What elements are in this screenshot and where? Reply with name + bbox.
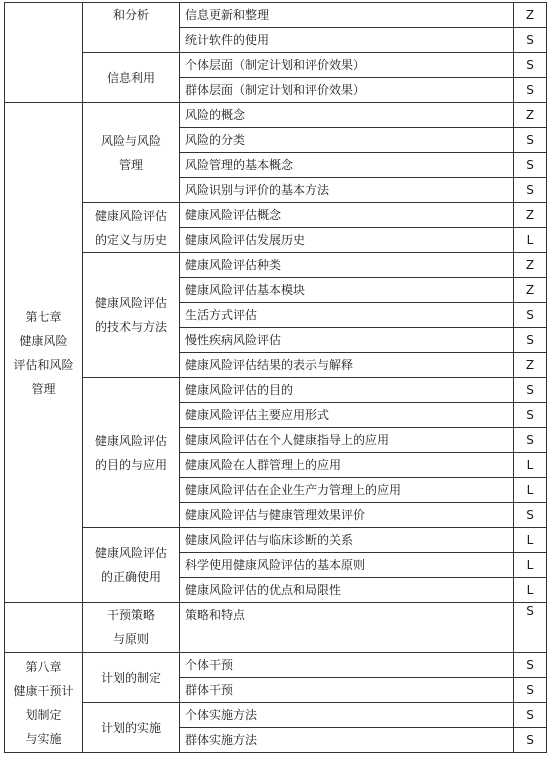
section-cell	[83, 103, 180, 203]
table-row	[5, 703, 547, 728]
topic-cell: 个体干预	[180, 653, 514, 678]
topic-cell: 健康风险评估发展历史	[180, 228, 514, 253]
section-label: 干预策略	[106, 608, 155, 622]
level-cell: S	[514, 28, 547, 53]
level-cell: L	[514, 578, 547, 603]
topic-cell: 健康风险评估在企业生产力管理上的应用	[180, 478, 514, 503]
section-label: 计划的制定	[100, 670, 161, 685]
level-cell: S	[514, 378, 547, 403]
chapter-cell-empty	[5, 3, 83, 103]
chapter-label: 第七章	[25, 309, 62, 324]
chapter-label: 管理	[31, 381, 56, 396]
level-cell: L	[514, 528, 547, 553]
table-row	[5, 203, 547, 228]
level-cell: Z	[514, 103, 547, 128]
chapter-cell	[5, 103, 83, 603]
section-cell	[83, 203, 180, 253]
section-label: 的目的与应用	[94, 457, 167, 472]
section-cell	[83, 253, 180, 378]
section-label: 的正确使用	[100, 570, 161, 584]
table-row	[5, 103, 547, 128]
level-cell: S	[514, 328, 547, 353]
section-cell	[83, 3, 180, 53]
level-cell: S	[514, 78, 547, 103]
section-cell	[83, 378, 180, 528]
topic-cell: 健康风险评估主要应用形式	[180, 403, 514, 428]
level-cell: L	[514, 228, 547, 253]
level-cell: Z	[514, 353, 547, 378]
level-cell: L	[514, 453, 547, 478]
topic-cell: 群体层面（制定计划和评价效果）	[180, 78, 514, 103]
section-label: 与原则	[112, 632, 149, 646]
level-cell: Z	[514, 278, 547, 303]
topic-cell: 信息更新和整理	[180, 3, 514, 28]
topic-cell: 风险的分类	[180, 128, 514, 153]
table-row	[5, 653, 547, 678]
level-cell: S	[514, 728, 547, 753]
topic-cell: 健康风险在人群管理上的应用	[180, 453, 514, 478]
section-label: 健康风险评估	[94, 546, 167, 560]
section-label: 健康风险评估	[94, 433, 167, 448]
level-cell: S	[514, 603, 547, 653]
table-row	[5, 603, 547, 653]
level-cell: L	[514, 553, 547, 578]
level-cell: Z	[514, 253, 547, 278]
topic-cell: 个体层面（制定计划和评价效果）	[180, 53, 514, 78]
level-cell: S	[514, 303, 547, 328]
level-cell: S	[514, 178, 547, 203]
chapter-label: 第八章	[25, 659, 62, 674]
topic-cell: 慢性疾病风险评估	[180, 328, 514, 353]
topic-cell: 风险管理的基本概念	[180, 153, 514, 178]
level-cell: S	[514, 53, 547, 78]
level-cell: Z	[514, 3, 547, 28]
level-cell: S	[514, 653, 547, 678]
topic-cell: 风险的概念	[180, 103, 514, 128]
topic-cell: 群体实施方法	[180, 728, 514, 753]
chapter-cell	[5, 653, 83, 753]
table-row	[5, 378, 547, 403]
section-label: 的技术与方法	[94, 320, 167, 334]
topic-cell: 健康风险评估的优点和局限性	[180, 578, 514, 603]
topic-cell: 生活方式评估	[180, 303, 514, 328]
section-label: 计划的实施	[100, 720, 161, 735]
topic-cell: 健康风险评估在个人健康指导上的应用	[180, 428, 514, 453]
section-cell	[83, 53, 180, 103]
table-row	[5, 528, 547, 553]
topic-cell: 健康风险评估与健康管理效果评价	[180, 503, 514, 528]
topic-cell: 风险识别与评价的基本方法	[180, 178, 514, 203]
level-cell: S	[514, 128, 547, 153]
chapter-label: 健康干预计	[13, 683, 74, 698]
section-label: 信息利用	[106, 70, 155, 85]
chapter-label: 划制定	[25, 707, 62, 722]
section-label: 健康风险评估	[94, 296, 167, 310]
chapter-cell-empty	[5, 603, 83, 653]
table-row	[5, 253, 547, 278]
section-cell	[83, 703, 180, 753]
topic-cell: 健康风险评估概念	[180, 203, 514, 228]
level-cell: L	[514, 478, 547, 503]
section-label: 和分析	[112, 8, 149, 22]
level-cell: S	[514, 428, 547, 453]
chapter-label: 与实施	[25, 731, 62, 746]
level-cell: S	[514, 153, 547, 178]
section-label: 健康风险评估	[94, 208, 167, 223]
topic-cell: 群体干预	[180, 678, 514, 703]
topic-cell: 健康风险评估的目的	[180, 378, 514, 403]
topic-cell: 健康风险评估结果的表示与解释	[180, 353, 514, 378]
topic-cell: 健康风险评估种类	[180, 253, 514, 278]
topic-cell: 健康风险评估与临床诊断的关系	[180, 528, 514, 553]
level-cell: S	[514, 403, 547, 428]
section-cell	[83, 653, 180, 703]
topic-cell: 科学使用健康风险评估的基本原则	[180, 553, 514, 578]
section-cell	[83, 528, 180, 603]
chapter-label: 健康风险	[19, 333, 68, 348]
section-label: 管理	[118, 157, 143, 172]
section-cell	[83, 603, 180, 653]
section-label: 风险与风险	[100, 133, 161, 148]
level-cell: Z	[514, 203, 547, 228]
topic-cell: 健康风险评估基本模块	[180, 278, 514, 303]
table-row	[5, 3, 547, 28]
table-row	[5, 53, 547, 78]
chapter-label: 评估和风险	[13, 357, 74, 372]
syllabus-table	[4, 2, 547, 753]
topic-cell: 个体实施方法	[180, 703, 514, 728]
level-cell: S	[514, 703, 547, 728]
level-cell: S	[514, 678, 547, 703]
topic-cell: 统计软件的使用	[180, 28, 514, 53]
section-label: 的定义与历史	[94, 232, 167, 247]
topic-cell: 策略和特点	[180, 603, 514, 653]
level-cell: S	[514, 503, 547, 528]
